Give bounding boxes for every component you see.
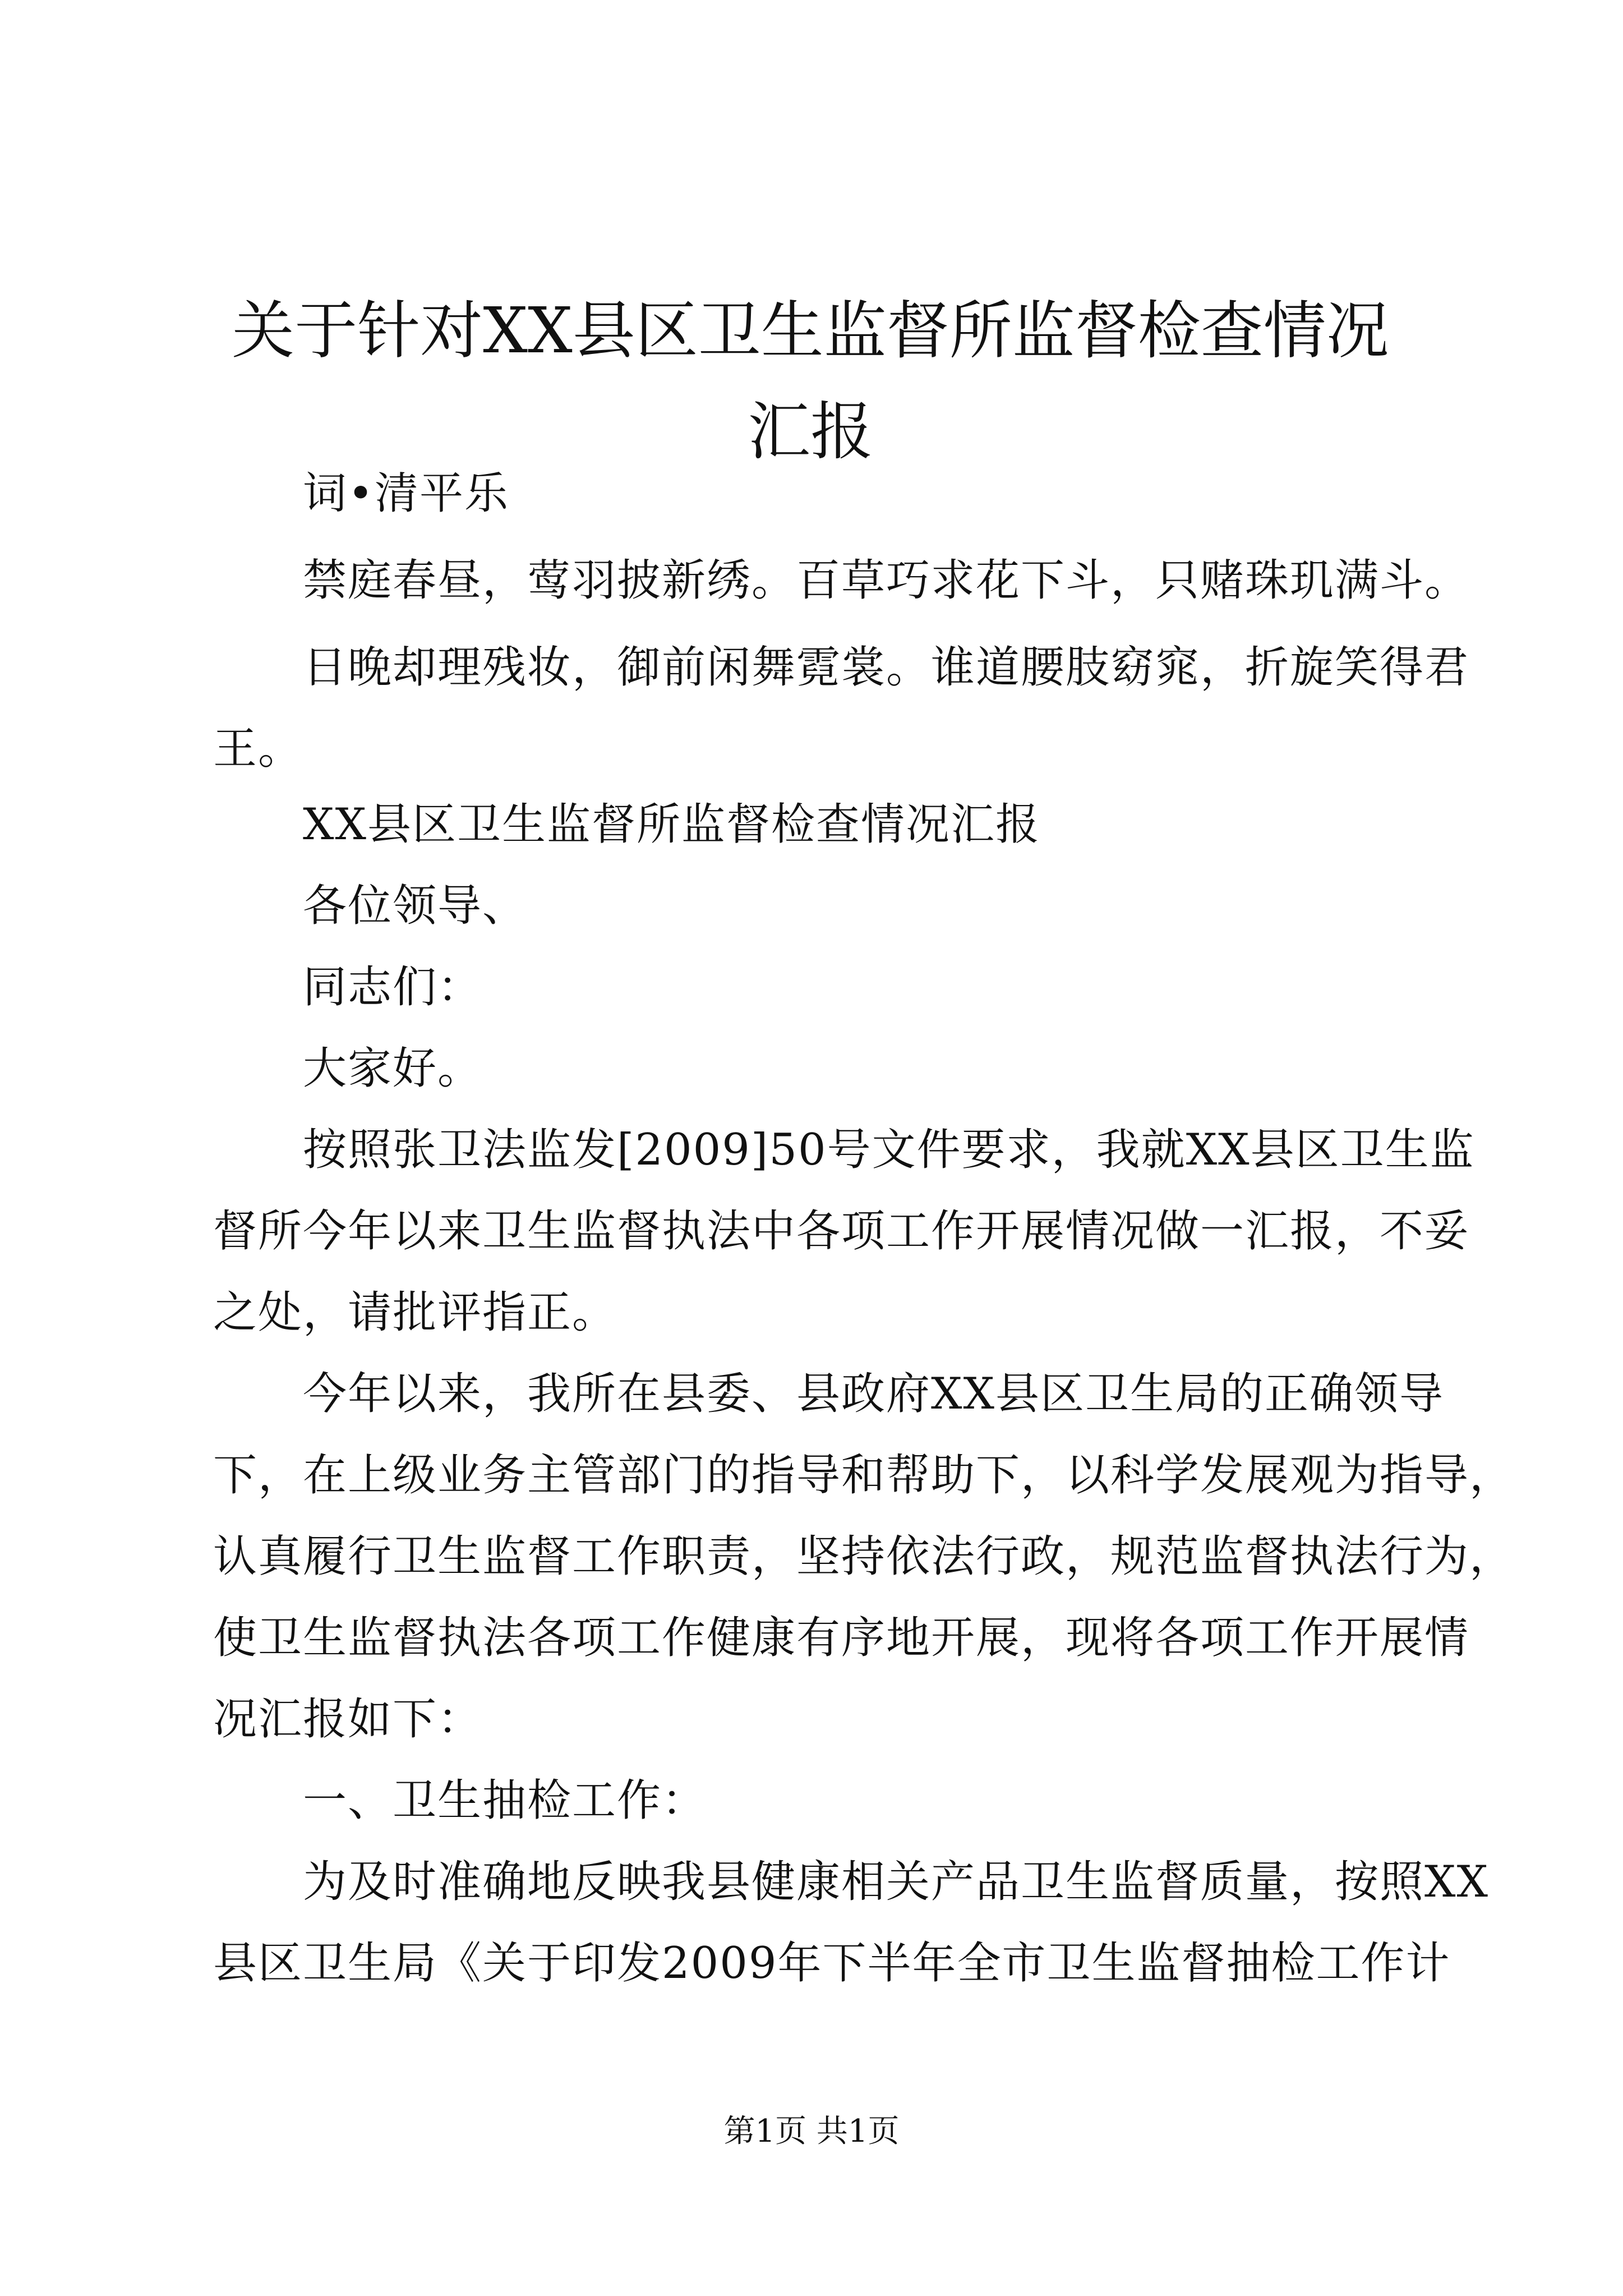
poem-line-1: 禁庭春昼，莺羽披新绣。百草巧求花下斗，只赌珠玑满斗。 — [303, 555, 1470, 606]
paragraph-2-line-5: 况汇报如下： — [213, 1694, 483, 1745]
poem-title: 词•清平乐 — [303, 468, 510, 519]
paragraph-1-line-1: 按照张卫法监发[2009]50号文件要求，我就XX县区卫生监 — [303, 1125, 1475, 1175]
paragraph-2-line-2: 下，在上级业务主管部门的指导和帮助下，以科学发展观为指导， — [213, 1450, 1515, 1501]
document-title: 关于针对XX县区卫生监督所监督检查情况汇报 — [232, 295, 1389, 468]
section-heading-1: 一、卫生抽检工作： — [303, 1775, 707, 1826]
paragraph-2-line-1: 今年以来，我所在县委、县政府XX县区卫生局的正确领导 — [303, 1369, 1445, 1419]
report-subtitle: XX县区卫生监督所监督检查情况汇报 — [303, 799, 1041, 850]
poem-line-2-cont: 王。 — [213, 724, 303, 774]
paragraph-2-line-3: 认真履行卫生监督工作职责，坚持依法行政，规范监督执法行为， — [213, 1531, 1515, 1582]
paragraph-3-line-1: 为及时准确地反映我县健康相关产品卫生监督质量，按照XX — [303, 1857, 1490, 1907]
paragraph-3-line-2: 县区卫生局《关于印发2009年下半年全市卫生监督抽检工作计 — [213, 1938, 1451, 1989]
paragraph-1-line-3: 之处，请批评指正。 — [213, 1287, 617, 1338]
greeting: 大家好。 — [303, 1043, 483, 1094]
salutation-1: 各位领导、 — [303, 881, 528, 931]
paragraph-2-line-4: 使卫生监督执法各项工作健康有序地开展，现将各项工作开展情 — [213, 1613, 1470, 1663]
salutation-2: 同志们： — [303, 962, 483, 1013]
page-footer: 第1页 共1页 — [723, 2113, 900, 2150]
paragraph-1-line-2: 督所今年以来卫生监督执法中各项工作开展情况做一汇报，不妥 — [213, 1206, 1470, 1257]
poem-line-2: 日晚却理残妆，御前闲舞霓裳。谁道腰肢窈窕，折旋笑得君 — [303, 642, 1470, 693]
